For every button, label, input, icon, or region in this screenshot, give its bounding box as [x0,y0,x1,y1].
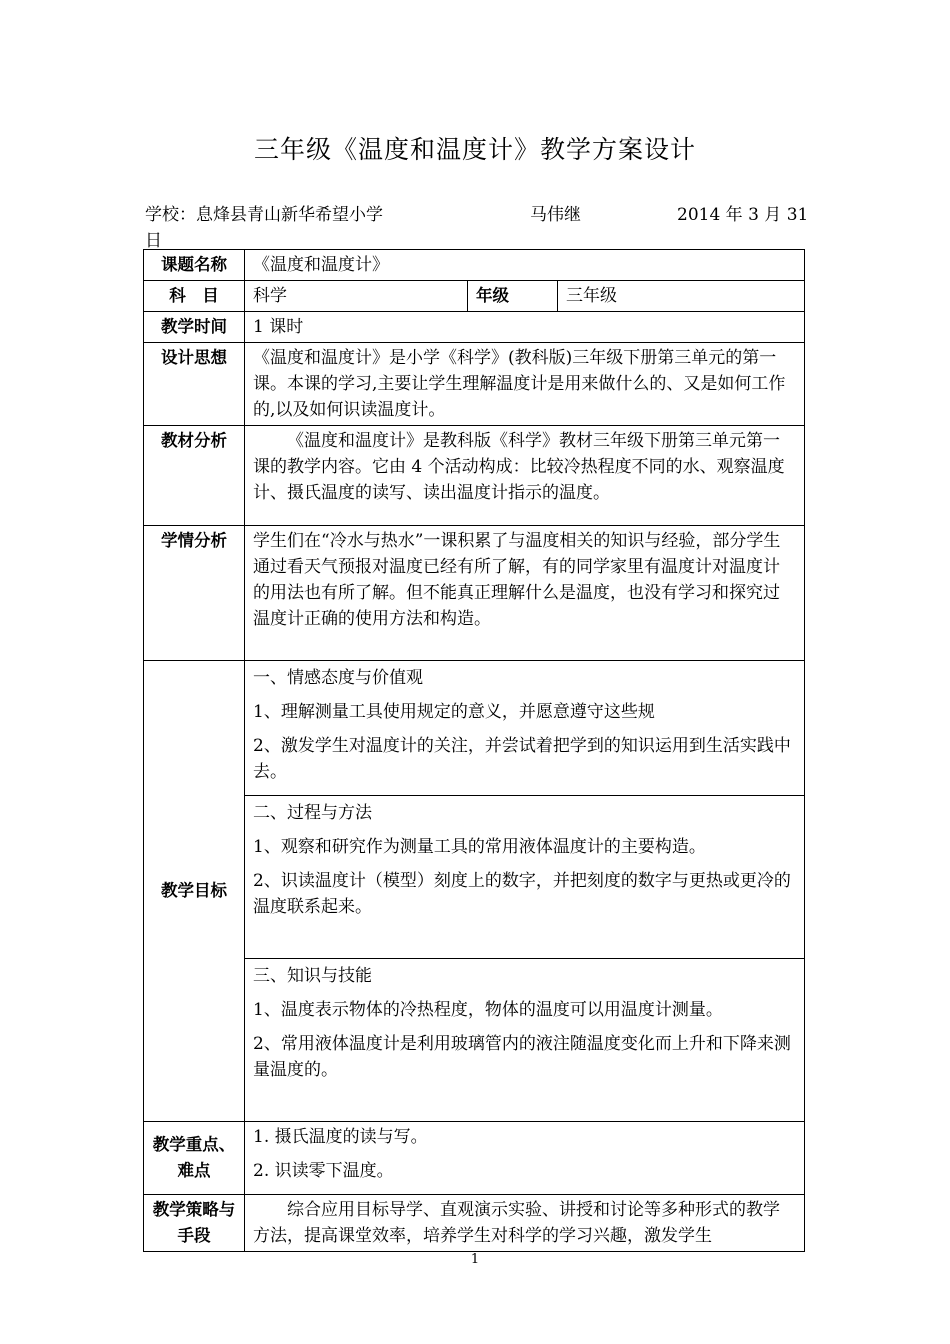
goal-section-2-item-2: 2、识读温度计（模型）刻度上的数字，并把刻度的数字与更热或更冷的温度联系起来。 [253,871,791,917]
lesson-plan-table [143,249,805,1252]
key-points-value [245,1122,805,1195]
row-topic [144,250,805,281]
author-name: 马伟继 [530,205,581,225]
date-field: 2014 年 3 月 31 [677,205,809,225]
goal-section-3-item-1: 1、温度表示物体的冷热程度，物体的温度可以用温度计测量。 [253,1000,723,1020]
goal-section-2-item-1: 1、观察和研究作为测量工具的常用液体温度计的主要构造。 [253,837,706,857]
goal-section-2 [245,796,805,959]
topic-value: 《温度和温度计》 [245,250,805,281]
row-time [144,312,805,343]
goal-section-1 [245,661,805,796]
time-label: 教学时间 [144,312,245,343]
grade-value: 三年级 [558,281,805,312]
row-material [144,426,805,526]
goal-section-3-item-2: 2、常用液体温度计是利用玻璃管内的液注随温度变化而上升和下降来测量温度的。 [253,1034,791,1080]
subject-value: 科学 [245,281,468,312]
row-students [144,526,805,661]
design-value: 《温度和温度计》是小学《科学》(教科版)三年级下册第三单元的第一课。本课的学习,主要让学生理解温度计是用来做什么的、又是如何工作的,以及如何识读温度计。 [245,343,805,426]
strategy-label: 教学策略与手段 [144,1195,245,1252]
topic-label: 课题名称 [144,250,245,281]
goal-section-2-head: 二、过程与方法 [253,803,372,823]
students-value: 学生们在“冷水与热水”一课积累了与温度相关的知识与经验，部分学生通过看天气预报对温度已经有所了解，有的同学家里有温度计对温度计的用法也有所了解。但不能真正理解什么是温度，也没有学习和探究过温度计正确的使用方法和构造。 [245,526,805,661]
page-number: 1 [470,1252,480,1267]
meta-line [145,200,810,226]
row-key-points [144,1122,805,1195]
goal-section-1-item-2: 2、激发学生对温度计的关注，并尝试着把学到的知识运用到生活实践中去。 [253,736,791,782]
material-value: 《温度和温度计》是教科版《科学》教材三年级下册第三单元第一课的教学内容。它由 4 个活动构成：比较冷热程度不同的水、观察温度计、摄氏温度的读写、读出温度计指示的温度。 [245,426,805,526]
key-point-1: 1. 摄氏温度的读与写。 [253,1127,428,1147]
goal-section-1-head: 一、情感态度与价值观 [253,668,423,688]
students-label: 学情分析 [144,526,245,661]
design-label: 设计思想 [144,343,245,426]
strategy-value: 综合应用目标导学、直观演示实验、讲授和讨论等多种形式的教学方法，提高课堂效率，培养学生对科学的学习兴趣，激发学生 [245,1195,805,1252]
goal-section-3 [245,959,805,1122]
subject-label: 科 目 [144,281,245,312]
date-tail: 日 [145,231,162,251]
school-label: 学校： [145,205,196,225]
row-strategy [144,1195,805,1252]
time-value: 1 课时 [245,312,805,343]
key-point-2: 2. 识读零下温度。 [253,1161,394,1181]
school-name: 息烽县青山新华希望小学 [196,205,383,225]
goal-section-3-head: 三、知识与技能 [253,966,372,986]
goals-label: 教学目标 [144,661,245,1122]
page-title: 三年级《温度和温度计》教学方案设计 [253,135,696,164]
goal-section-1-item-1: 1、理解测量工具使用规定的意义，并愿意遵守这些规 [253,702,655,722]
row-subject [144,281,805,312]
key-points-label: 教学重点、难点 [144,1122,245,1195]
row-goals-1 [144,661,805,796]
row-design [144,343,805,426]
school-field [145,200,383,225]
grade-label: 年级 [468,281,558,312]
material-label: 教材分析 [144,426,245,526]
